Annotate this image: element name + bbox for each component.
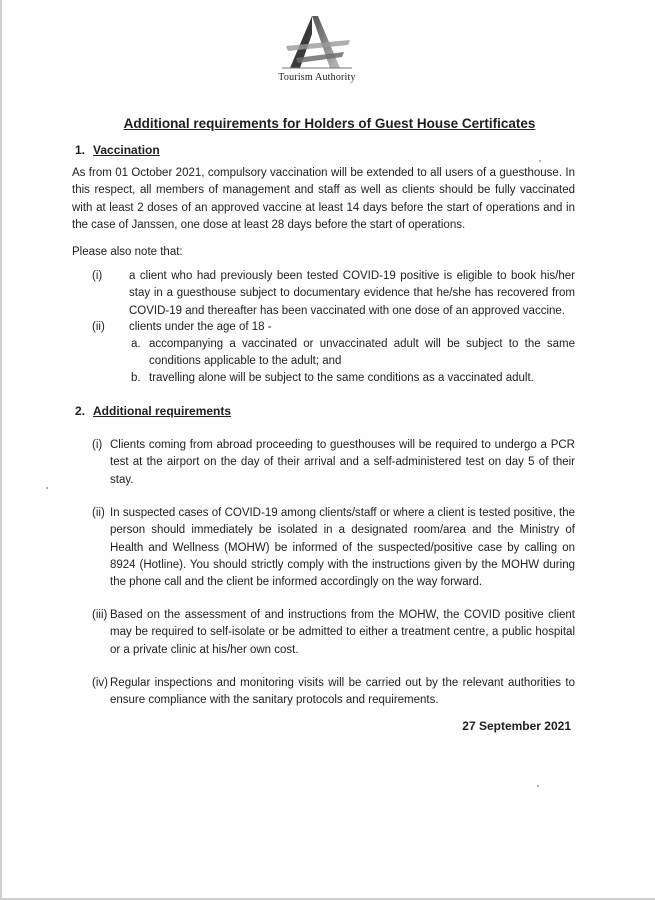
section-1-subitem-a-text: accompanying a vaccinated or unvaccinated adult will be subject to the same conditions applicable to the adult; and [149, 338, 575, 368]
section-1-number: 1. [75, 143, 86, 157]
section-1-heading [75, 143, 160, 157]
document-date: 27 September 2021 [462, 719, 571, 733]
section-2-number: 2. [75, 404, 86, 418]
section-1-intro: As from 01 October 2021, compulsory vaccination will be extended to all users of a guesthouse. In this respect, all members of management and staff as well as clients should be fully vaccinated with at least 2 doses of an approved vaccine at least 14 days before the start of operations and in the case of Janssen, one dose at least 28 days before the start of operations. [72, 167, 575, 231]
document-title: Additional requirements for Holders of Guest House Certificates [123, 116, 536, 131]
tourism-authority-logo [272, 12, 362, 88]
section-2-item-1-text: Clients coming from abroad proceeding to guesthouses will be required to undergo a PCR test at the airport on the day of their arrival and a self-administered test on day 5 of their stay. [110, 439, 575, 486]
section-2-item-3-label: (iii) [92, 609, 108, 621]
section-1-subitem-b-text: travelling alone will be subject to the same conditions as a vaccinated adult. [149, 372, 534, 384]
section-2-item-2-text: In suspected cases of COVID-19 among clients/staff or where a client is tested positive, the person should immediately be isolated in a designated room/area and the Ministry of Health and Wellness (MOHW) be informed of the suspected/positive case by calling on 8924 (Hotline). You should strictly comply with the instructions given by the MOHW during the phone call and the client be informed accordingly on the way forward. [110, 507, 575, 589]
section-2-heading [75, 404, 231, 418]
section-1-item-2-label: (ii) [92, 321, 105, 333]
section-1-subitem-a-label: a. [131, 338, 141, 350]
scan-speck [539, 160, 541, 162]
scan-speck [46, 487, 48, 489]
section-2-title: Additional requirements [93, 404, 232, 418]
section-1-title: Vaccination [93, 143, 160, 157]
section-1-note: Please also note that: [72, 246, 183, 258]
section-1-item-1-text: a client who had previously been tested COVID-19 positive is eligible to book his/her stay in a guesthouse subject to documentary evidence that he/she has recovered from COVID-19 and thereafter has been vaccinated with one dose of an approved vaccine. [129, 270, 575, 317]
section-2-item-4-label: (iv) [92, 677, 108, 689]
section-1-item-2-text: clients under the age of 18 - [129, 321, 272, 333]
section-1-subitem-b-label: b. [131, 372, 141, 384]
section-2-item-4-text: Regular inspections and monitoring visits will be carried out by the relevant authorities to ensure compliance with the sanitary protocols and requirements. [110, 677, 575, 707]
logo-emblem-icon [278, 12, 356, 74]
section-2-item-1-label: (i) [92, 439, 103, 451]
section-2-item-2-label: (ii) [92, 507, 105, 519]
scan-speck [537, 785, 539, 787]
section-2-item-3-text: Based on the assessment of and instructions from the MOHW, the COVID positive client may be required to self-isolate or be admitted to either a treatment centre, a public hospital or a private clinic at his/her own cost. [110, 609, 575, 656]
section-1-item-1-label: (i) [92, 270, 103, 282]
logo-text: Tourism Authority [278, 72, 356, 83]
